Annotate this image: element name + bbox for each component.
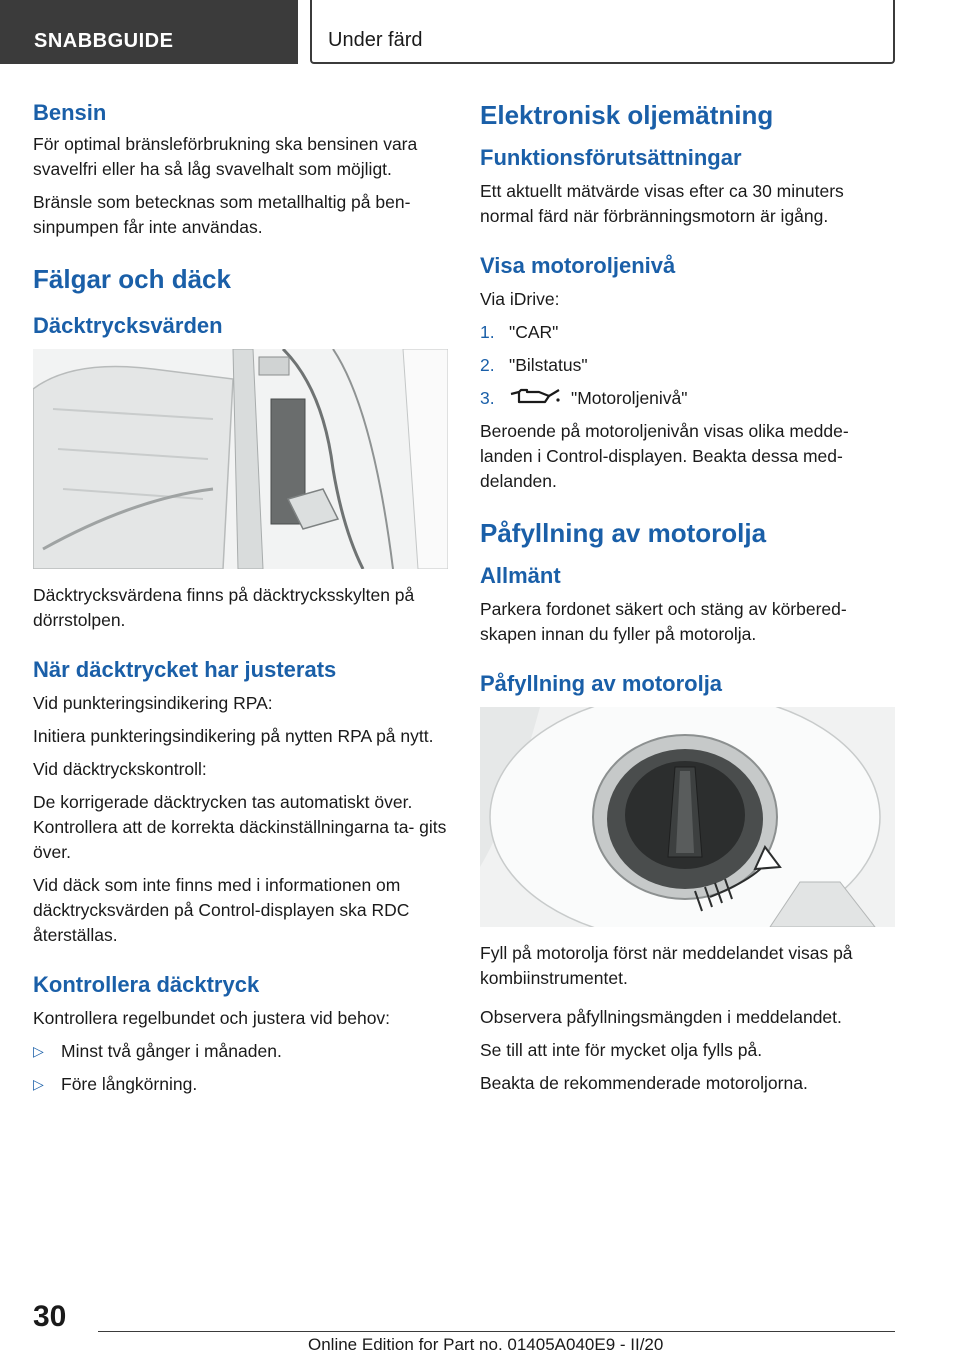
paragraph: Vid däck som inte finns med i informationen om däcktrycksvärden på Control-displayen ska RDC återställas. [33,875,410,945]
heading-pafyllning-sub: Påfyllning av motorolja [480,671,723,696]
paragraph: Parkera fordonet säkert och stäng av körbered- skapen innan du fyller på motorolja. [480,599,847,644]
heading-visa: Visa motoroljenivå [480,253,676,278]
figure-caption: Fyll på motorolja först när meddelandet visas på kombiinstrumentet. [480,943,853,988]
heading-kontrollera: Kontrollera däcktryck [33,972,260,997]
figure-caption: Däcktrycksvärdena finns på däcktrycksskylten på dörrstolpen. [33,585,415,630]
paragraph: Initiera punkteringsindikering på nytten RPA på nytt. [33,726,434,746]
oil-filler-cap-image [480,707,895,927]
heading-dacktrycksvarden: Däcktrycksvärden [33,313,223,338]
paragraph: Bränsle som betecknas som metallhaltig på ben- sinpumpen får inte användas. [33,192,411,237]
triangle-bullet-icon: ▷ [33,1043,44,1059]
paragraph: Vid punkteringsindikering RPA: [33,693,273,713]
chapter-tab: Under färd [310,0,895,64]
list-item: ▷ Före långkörning. [33,1072,448,1097]
paragraph: För optimal bränsleförbrukning ska bensinen vara svavelfri eller ha så låg svavelhalt som möjligt. [33,134,418,179]
paragraph: Beakta de rekommenderade motoroljorna. [480,1073,808,1093]
list-item: 1. "CAR" [480,322,559,342]
paragraph: Ett aktuellt mätvärde visas efter ca 30 minuters normal färd när förbränningsmotorn är igång. [480,181,844,226]
paragraph: Observera påfyllningsmängden i meddelandet. [480,1007,842,1027]
heading-funktion: Funktionsförutsättningar [480,145,742,170]
heading-allmant: Allmänt [480,563,561,588]
section-tab: SNABBGUIDE [0,0,298,64]
paragraph: Se till att inte för mycket olja fylls på. [480,1040,763,1060]
footer-edition: Online Edition for Part no. 01405A040E9 - II/20 [308,1335,664,1354]
list-item: ▷ Minst två gånger i månaden. [33,1039,448,1064]
left-column [33,100,448,1105]
paragraph: Beroende på motoroljenivån visas olika medde- landen i Control-displayen. Beakta dessa med- delanden. [480,421,849,491]
heading-falgar: Fälgar och däck [33,264,231,294]
paragraph: De korrigerade däcktrycken tas automatiskt över. Kontrollera att de korrekta däckinställningarna ta- gits över. [33,792,447,862]
bullet-list [33,1039,448,1097]
list-item: 2. "Bilstatus" [480,355,588,375]
paragraph: Via iDrive: [480,289,560,309]
oil-can-icon [509,386,561,406]
triangle-bullet-icon: ▷ [33,1076,44,1092]
heading-pafyllning: Påfyllning av motorolja [480,518,767,548]
right-column [480,100,895,1104]
paragraph: Vid däcktryckskontroll: [33,759,207,779]
paragraph: Kontrollera regelbundet och justera vid behov: [33,1008,391,1028]
footer-divider [98,1331,895,1332]
page-number: 30 [33,1300,67,1333]
list-item: 3. "Motoroljenivå" [480,388,688,408]
heading-justerats: När däcktrycket har justerats [33,657,337,682]
step-list [480,320,895,411]
heading-bensin: Bensin [33,100,107,125]
heading-oljematning: Elektronisk oljemätning [480,100,774,130]
door-pillar-tire-label-image [33,349,448,569]
